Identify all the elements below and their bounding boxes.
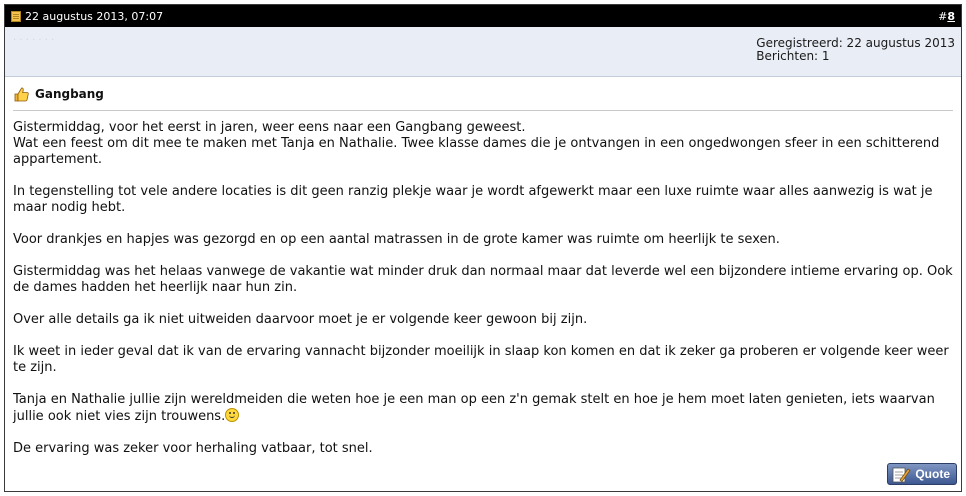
post-number-area xyxy=(938,10,955,23)
thumbs-up-icon xyxy=(13,86,30,103)
post-number-prefix: # xyxy=(938,9,948,23)
quote-button-label: Quote xyxy=(915,467,950,481)
faded-username: · · · · · · · xyxy=(13,35,55,46)
quote-button[interactable] xyxy=(887,463,957,485)
message-paragraph-5: Over alle details ga ik niet uitweiden daarvoor moet je er volgende keer gewoon bij zijn. xyxy=(13,312,588,327)
forum-post xyxy=(4,4,962,492)
message-paragraph-6: Ik weet in ieder geval dat ik van de ervaring vannacht bijzonder moeilijk in slaap kon komen en dat ik zeker ga proberen er volgende keer weer te zijn. xyxy=(13,344,949,375)
message-paragraph-3: Voor drankjes en hapjes was gezorgd en op een aantal matrassen in de grote kamer was ruimte om heerlijk te sexen. xyxy=(13,232,780,247)
title-separator xyxy=(13,110,953,111)
post-message xyxy=(13,120,953,457)
post-number-link[interactable]: 8 xyxy=(947,9,955,23)
smiley-icon xyxy=(225,408,239,422)
message-line-1: Gistermiddag, voor het eerst in jaren, weer eens naar een Gangbang geweest. xyxy=(13,120,526,135)
message-paragraph-8: De ervaring was zeker voor herhaling vatbaar, tot snel. xyxy=(13,441,373,456)
post-date: 22 augustus 2013, 07:07 xyxy=(25,9,164,23)
post-header xyxy=(5,5,961,27)
post-date-area xyxy=(11,10,163,23)
user-stats xyxy=(756,37,955,63)
message-paragraph-4: Gistermiddag was het helaas vanwege de vakantie wat minder druk dan normaal maar dat leverde wel een bijzondere intieme ervaring op. Ook de dames hadden het heerlijk naar hun zin. xyxy=(13,264,953,295)
registered-date: Geregistreerd: 22 augustus 2013 xyxy=(756,36,955,50)
post-doc-icon xyxy=(11,11,21,22)
post-title: Gangbang xyxy=(35,87,104,101)
quote-pen-icon xyxy=(891,465,911,484)
message-line-2: Wat een feest om dit mee te maken met Tanja en Nathalie. Twee klasse dames die je ontvangen in een ongedwongen sfeer in een schitterend appartement. xyxy=(13,136,940,167)
message-paragraph-2: In tegenstelling tot vele andere locaties is dit geen ranzig plekje waar je wordt afgewerkt maar een luxe ruimte waar alles aanwezig is wat je maar nodig hebt. xyxy=(13,184,933,215)
post-count: Berichten: 1 xyxy=(756,49,830,63)
message-paragraph-1 xyxy=(13,120,953,168)
user-info-bar xyxy=(5,27,961,77)
post-content xyxy=(5,77,961,457)
message-paragraph-7 xyxy=(13,392,953,425)
message-paragraph-7-text: Tanja en Nathalie jullie zijn wereldmeiden die weten hoe je een man op een z'n gemak stelt en hoe je hem moet laten genieten, iets waarvan jullie ook niet vies zijn trouwens. xyxy=(13,392,935,424)
post-title-row xyxy=(13,85,953,103)
